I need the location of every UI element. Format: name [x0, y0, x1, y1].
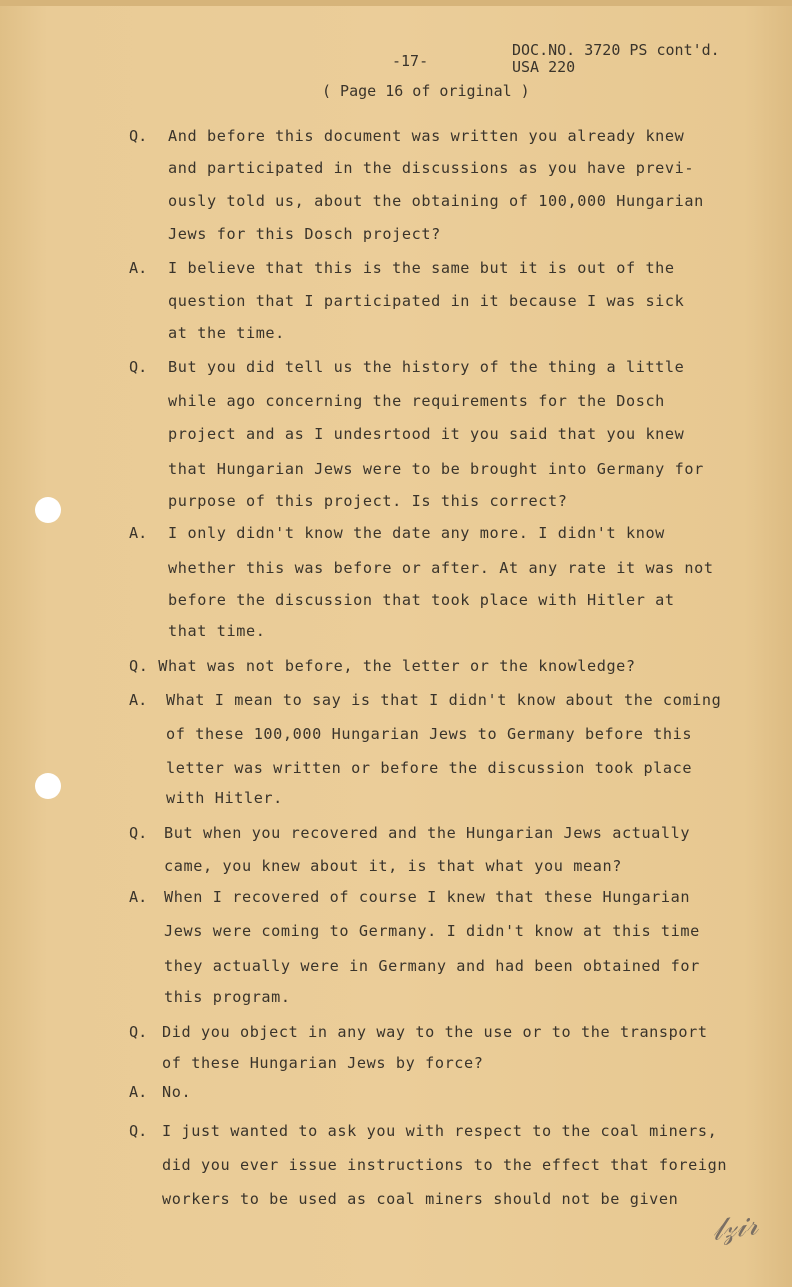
transcript-line: whether this was before or after. At any rate it was not — [168, 559, 714, 577]
transcript-line: I only didn't know the date any more. I didn't know — [168, 524, 665, 542]
transcript-line: purpose of this project. Is this correct? — [168, 492, 568, 510]
punch-hole-upper — [35, 497, 61, 523]
punch-hole-lower — [35, 773, 61, 799]
transcript-line: they actually were in Germany and had been obtained for — [164, 957, 700, 975]
transcript-line: Did you object in any way to the use or to the transport — [162, 1023, 708, 1041]
page-of-original: ( Page 16 of original ) — [322, 82, 530, 100]
transcript-line: while ago concerning the requirements for the Dosch — [168, 392, 665, 410]
speaker-label: A. — [129, 691, 148, 709]
speaker-label: A. — [129, 1083, 148, 1101]
transcript-line: No. — [162, 1083, 192, 1101]
transcript-line: of these Hungarian Jews by force? — [162, 1054, 484, 1072]
speaker-label: A. — [129, 888, 148, 906]
speaker-label: Q. — [129, 1023, 148, 1041]
page-top-edge — [0, 0, 792, 6]
page-number: -17- — [392, 52, 429, 70]
speaker-label: A. — [129, 259, 148, 277]
transcript-line: with Hitler. — [166, 789, 283, 807]
handwritten-signature: 𝓁𝓏𝒾𝓇 — [709, 1206, 761, 1249]
speaker-label: Q. — [129, 824, 148, 842]
transcript-line: that Hungarian Jews were to be brought into Germany for — [168, 460, 704, 478]
usa-number-line: USA 220 — [512, 58, 576, 76]
speaker-label: Q. — [129, 358, 148, 376]
transcript-line: before the discussion that took place with Hitler at — [168, 591, 675, 609]
transcript-line: When I recovered of course I knew that these Hungarian — [164, 888, 691, 906]
transcript-line: at the time. — [168, 324, 285, 342]
transcript-line: ously told us, about the obtaining of 100,000 Hungarian — [168, 192, 704, 210]
transcript-line: that time. — [168, 622, 266, 640]
transcript-line: I just wanted to ask you with respect to the coal miners, — [162, 1122, 718, 1140]
transcript-line: letter was written or before the discussion took place — [166, 759, 693, 777]
transcript-line: And before this document was written you already knew — [168, 127, 685, 145]
speaker-label: Q. — [129, 127, 148, 145]
transcript-line: did you ever issue instructions to the effect that foreign — [162, 1156, 728, 1174]
document-number — [512, 42, 720, 76]
transcript-line: But you did tell us the history of the thing a little — [168, 358, 685, 376]
transcript-line: But when you recovered and the Hungarian Jews actually — [164, 824, 691, 842]
speaker-label: A. — [129, 524, 148, 542]
transcript-line: of these 100,000 Hungarian Jews to Germany before this — [166, 725, 693, 743]
transcript-line: and participated in the discussions as you have previ- — [168, 159, 695, 177]
transcript-line: Jews for this Dosch project? — [168, 225, 441, 243]
transcript-line: workers to be used as coal miners should not be given — [162, 1190, 679, 1208]
speaker-label: Q. — [129, 1122, 148, 1140]
transcript-line: What I mean to say is that I didn't know about the coming — [166, 691, 722, 709]
transcript-line: came, you knew about it, is that what you mean? — [164, 857, 622, 875]
transcript-line: project and as I undesrtood it you said that you knew — [168, 425, 685, 443]
transcript-line: this program. — [164, 988, 291, 1006]
transcript-line: question that I participated in it because I was sick — [168, 292, 685, 310]
transcript-line: Jews were coming to Germany. I didn't know at this time — [164, 922, 700, 940]
transcript-line: Q. What was not before, the letter or the knowledge? — [129, 657, 636, 675]
doc-number-line: DOC.NO. 3720 PS cont'd. — [512, 41, 720, 59]
transcript-line: I believe that this is the same but it is out of the — [168, 259, 675, 277]
